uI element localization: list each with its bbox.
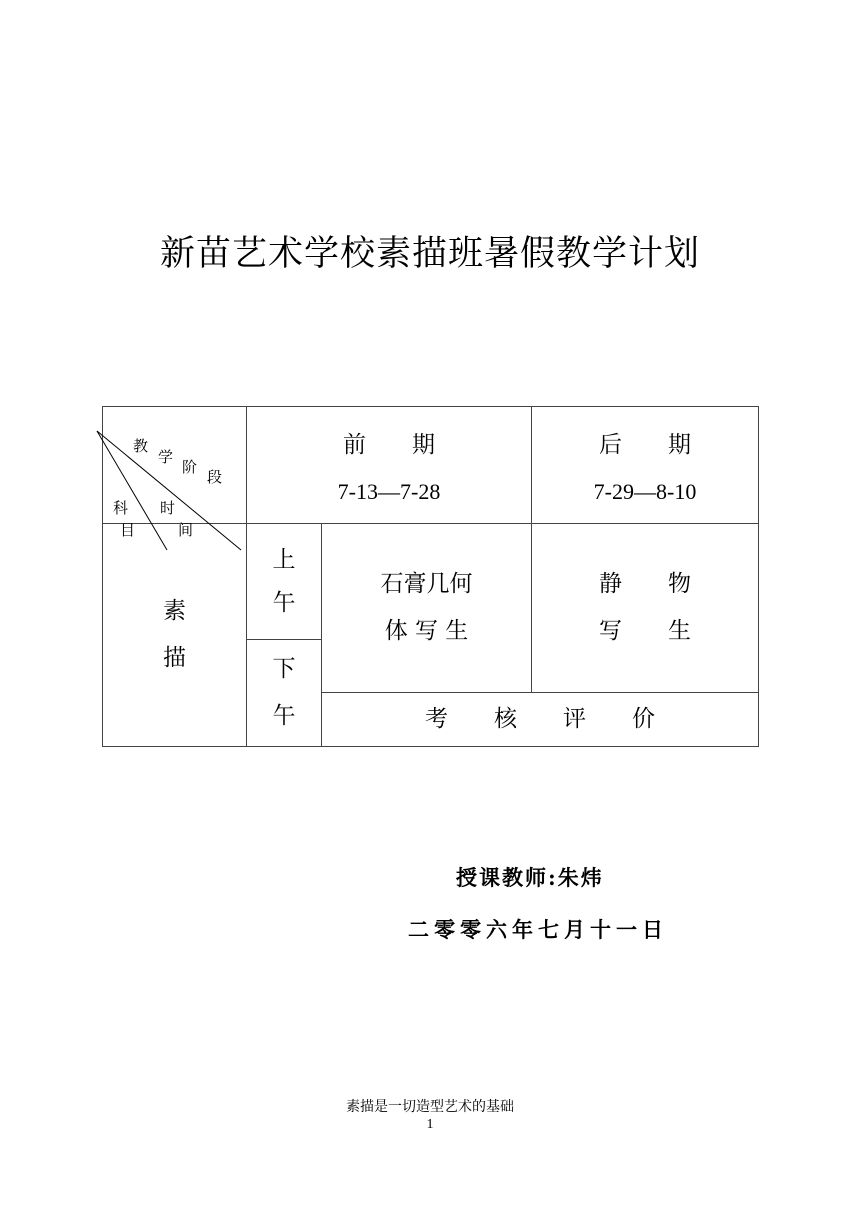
stage-char-2: 学 xyxy=(158,448,174,466)
late-phase-header xyxy=(532,407,759,524)
document-date: 二零零六年七月十一日 xyxy=(408,917,668,942)
document-title: 新苗艺术学校素描班暑假教学计划 xyxy=(159,234,700,274)
afternoon-char-bottom: 午 xyxy=(272,703,296,729)
late-phase-name: 后 期 xyxy=(599,431,691,458)
stage-char-1: 教 xyxy=(133,437,149,455)
morning-char-bottom: 午 xyxy=(272,589,296,616)
stage-char-3: 阶 xyxy=(182,458,198,476)
morning-char-top: 上 xyxy=(272,546,296,573)
late-content-cell xyxy=(532,524,759,693)
afternoon-cell xyxy=(247,640,322,747)
teacher-signature: 授课教师:朱炜 xyxy=(456,865,604,890)
late-content-line-1: 静 物 xyxy=(599,571,691,597)
subject-char-2: 目 xyxy=(120,521,136,539)
late-phase-dates: 7-29—8-10 xyxy=(593,478,697,504)
early-content-cell xyxy=(322,524,532,693)
assessment-cell: 考 核 评 价 xyxy=(322,693,759,747)
morning-cell xyxy=(247,524,322,640)
early-phase-dates: 7-13—7-28 xyxy=(337,478,441,504)
subject-char-bottom: 描 xyxy=(163,645,186,671)
teaching-plan-table xyxy=(102,406,759,747)
page-number: 1 xyxy=(426,1117,434,1132)
time-char-1: 时 xyxy=(160,499,176,517)
subject-cell xyxy=(103,521,247,747)
late-content-line-2: 写 生 xyxy=(599,618,691,644)
stage-char-4: 段 xyxy=(207,468,223,486)
early-phase-name: 前 期 xyxy=(343,431,435,458)
early-content-line-1: 石膏几何 xyxy=(380,571,473,597)
footer-motto: 素描是一切造型艺术的基础 xyxy=(346,1099,514,1115)
subject-char-top: 素 xyxy=(163,598,186,624)
diagonal-header-cell xyxy=(103,407,247,539)
time-char-2: 间 xyxy=(178,521,194,539)
early-content-line-2: 体 写 生 xyxy=(384,618,469,644)
afternoon-char-top: 下 xyxy=(272,656,296,682)
subject-char-1: 科 xyxy=(113,499,129,517)
early-phase-header xyxy=(247,407,532,524)
